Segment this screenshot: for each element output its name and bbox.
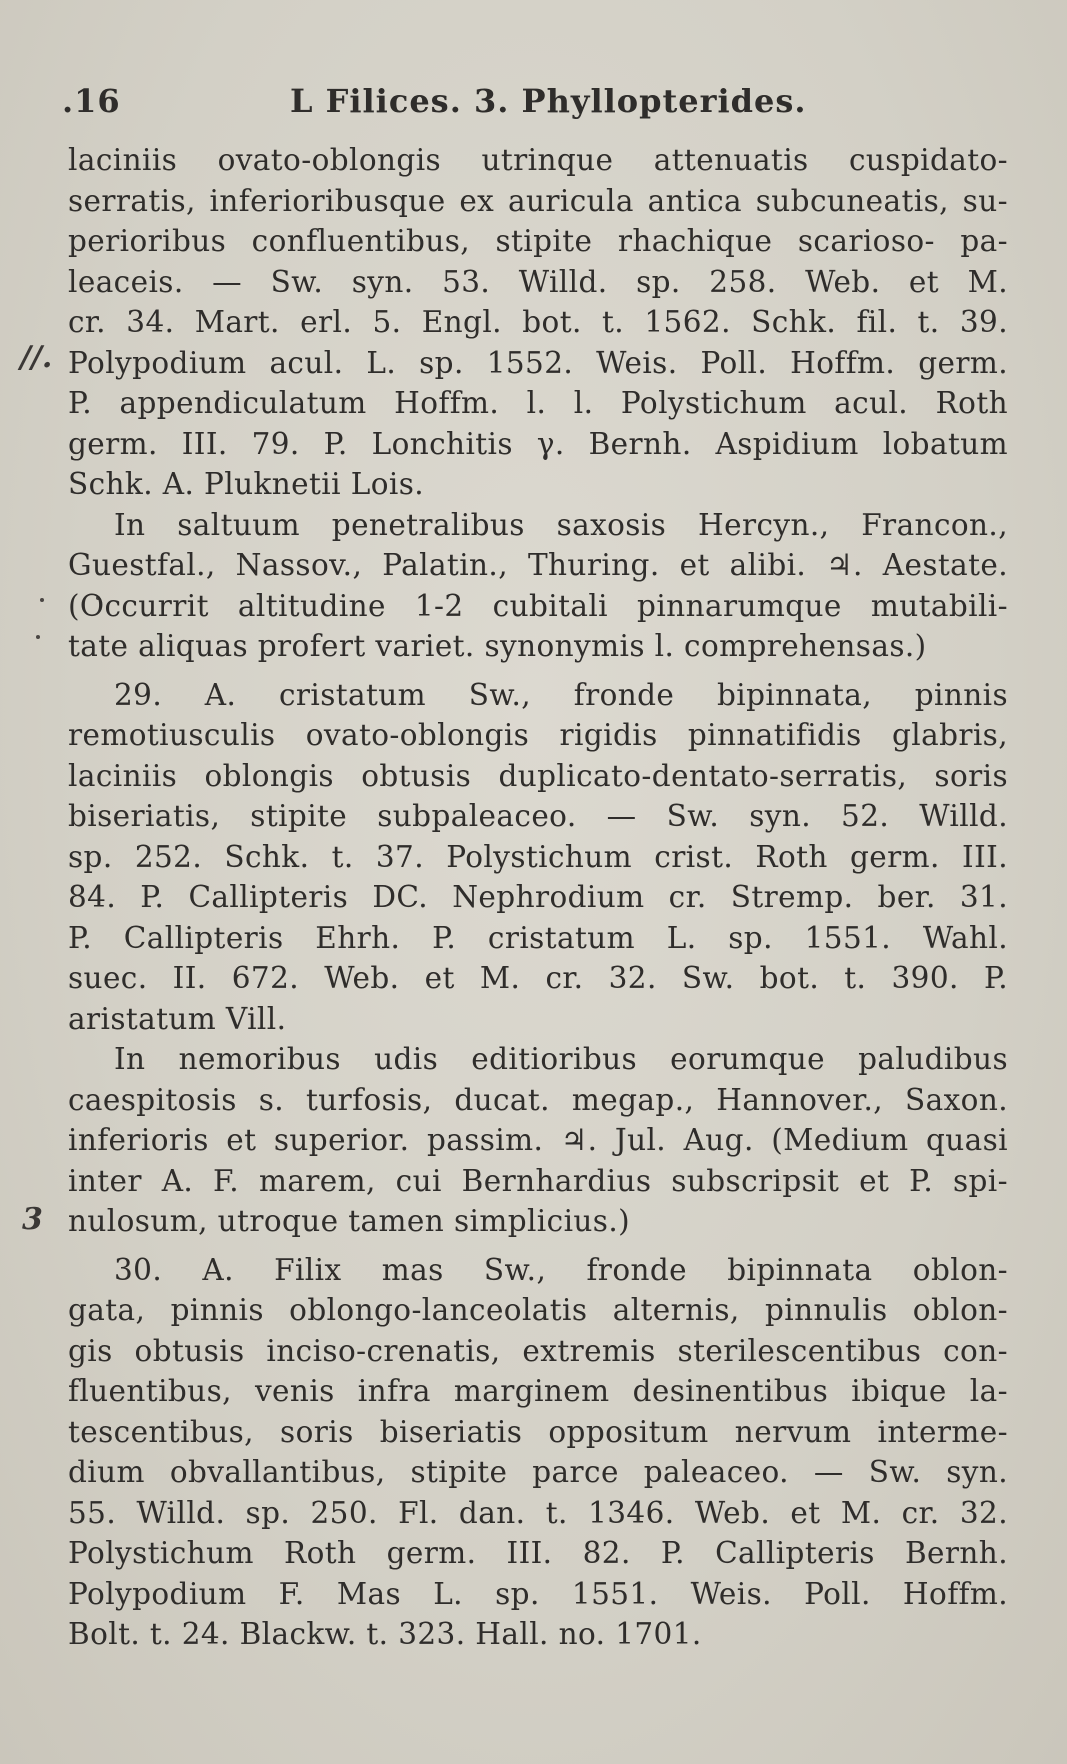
text-line: leaceis. — Sw. syn. 53. Willd. sp. 258. Web. et M. xyxy=(68,264,1008,299)
running-title: L Filices. 3. Phyllopterides. xyxy=(290,82,807,120)
text-line: tate aliquas profert variet. synonymis l. comprehensas.) xyxy=(68,629,927,663)
text-line: aristatum Vill. xyxy=(68,1001,287,1036)
text-line: suec. II. 672. Web. et M. cr. 32. Sw. bot. t. 390. P. xyxy=(68,961,1008,995)
text-line: nulosum, utroque tamen simplicius.) xyxy=(68,1204,631,1238)
text-line: Guestfal., Nassov., Palatin., Thuring. et alibi. ♃. Aestate. xyxy=(68,548,1008,582)
text-line: inter A. F. marem, cui Bernhardius subscripsit et P. spi- xyxy=(68,1163,1008,1198)
text-line: 55. Willd. sp. 250. Fl. dan. t. 1346. Web. et M. cr. 32. xyxy=(68,1495,1008,1530)
page-body xyxy=(68,140,1008,1655)
text-line: laciniis oblongis obtusis duplicato-dentato-serratis, soris xyxy=(68,758,1008,793)
text-line: laciniis ovato-oblongis utrinque attenuatis cuspidato- xyxy=(68,143,1008,177)
text-line: Polypodium F. Mas L. sp. 1551. Weis. Poll. Hoffm. xyxy=(68,1576,1008,1611)
page-number: .16 xyxy=(62,82,121,120)
text-line: Polystichum Roth germ. III. 82. P. Callipteris Bernh. xyxy=(68,1536,1008,1570)
text-line: P. appendiculatum Hoffm. l. l. Polystichum acul. Roth xyxy=(68,386,1008,420)
margin-mark: //. xyxy=(20,340,53,375)
text-line: Polypodium acul. L. sp. 1552. Weis. Poll. Hoffm. germ. xyxy=(68,345,1008,380)
text-line: caespitosis s. turfosis, ducat. megap., Hannover., Saxon. xyxy=(68,1082,1008,1117)
text-line: germ. III. 79. P. Lonchitis γ. Bernh. Aspidium lobatum xyxy=(68,426,1008,461)
text-line: inferioris et superior. passim. ♃. Jul. Aug. (Medium quasi xyxy=(68,1123,1008,1157)
text-line: serratis, inferioribusque ex auricula antica subcuneatis, su- xyxy=(68,183,1008,218)
text-line: sp. 252. Schk. t. 37. Polystichum crist. Roth germ. III. xyxy=(68,839,1008,874)
species-heading: 29. A. cristatum Sw., fronde bipinnata, pinnis xyxy=(114,677,1008,712)
page-header xyxy=(62,82,1002,132)
margin-mark: 3 xyxy=(22,1202,43,1237)
text-line: dium obvallantibus, stipite parce paleaceo. — Sw. syn. xyxy=(68,1455,1008,1489)
text-line: Schk. A. Pluknetii Lois. xyxy=(68,467,425,501)
margin-dot xyxy=(36,635,40,639)
species-heading: 30. A. Filix mas Sw., fronde bipinnata oblon- xyxy=(114,1252,1008,1287)
text-line: gis obtusis inciso-crenatis, extremis sterilescentibus con- xyxy=(68,1333,1008,1368)
text-line: biseriatis, stipite subpaleaceo. — Sw. syn. 52. Willd. xyxy=(68,799,1008,833)
text-line: perioribus confluentibus, stipite rhachique scarioso- pa- xyxy=(68,224,1008,258)
text-line: remotiusculis ovato-oblongis rigidis pinnatifidis glabris, xyxy=(68,718,1008,752)
text-line: Bolt. t. 24. Blackw. t. 323. Hall. no. 1701. xyxy=(68,1617,702,1651)
text-line: (Occurrit altitudine 1-2 cubitali pinnarumque mutabili- xyxy=(68,588,1008,623)
text-line: P. Callipteris Ehrh. P. cristatum L. sp. 1551. Wahl. xyxy=(68,920,1008,955)
text-line: tescentibus, soris biseriatis oppositum nervum interme- xyxy=(68,1414,1008,1449)
margin-dot xyxy=(40,598,44,602)
text-line: In nemoribus udis editioribus eorumque paludibus xyxy=(114,1042,1008,1076)
text-line: In saltuum penetralibus saxosis Hercyn., Francon., xyxy=(114,507,1008,542)
text-line: 84. P. Callipteris DC. Nephrodium cr. Stremp. ber. 31. xyxy=(68,880,1008,914)
text-line: cr. 34. Mart. erl. 5. Engl. bot. t. 1562. Schk. fil. t. 39. xyxy=(68,305,1008,339)
text-line: gata, pinnis oblongo-lanceolatis alternis, pinnulis oblon- xyxy=(68,1293,1008,1327)
text-line: fluentibus, venis infra marginem desinentibus ibique la- xyxy=(68,1374,1008,1408)
